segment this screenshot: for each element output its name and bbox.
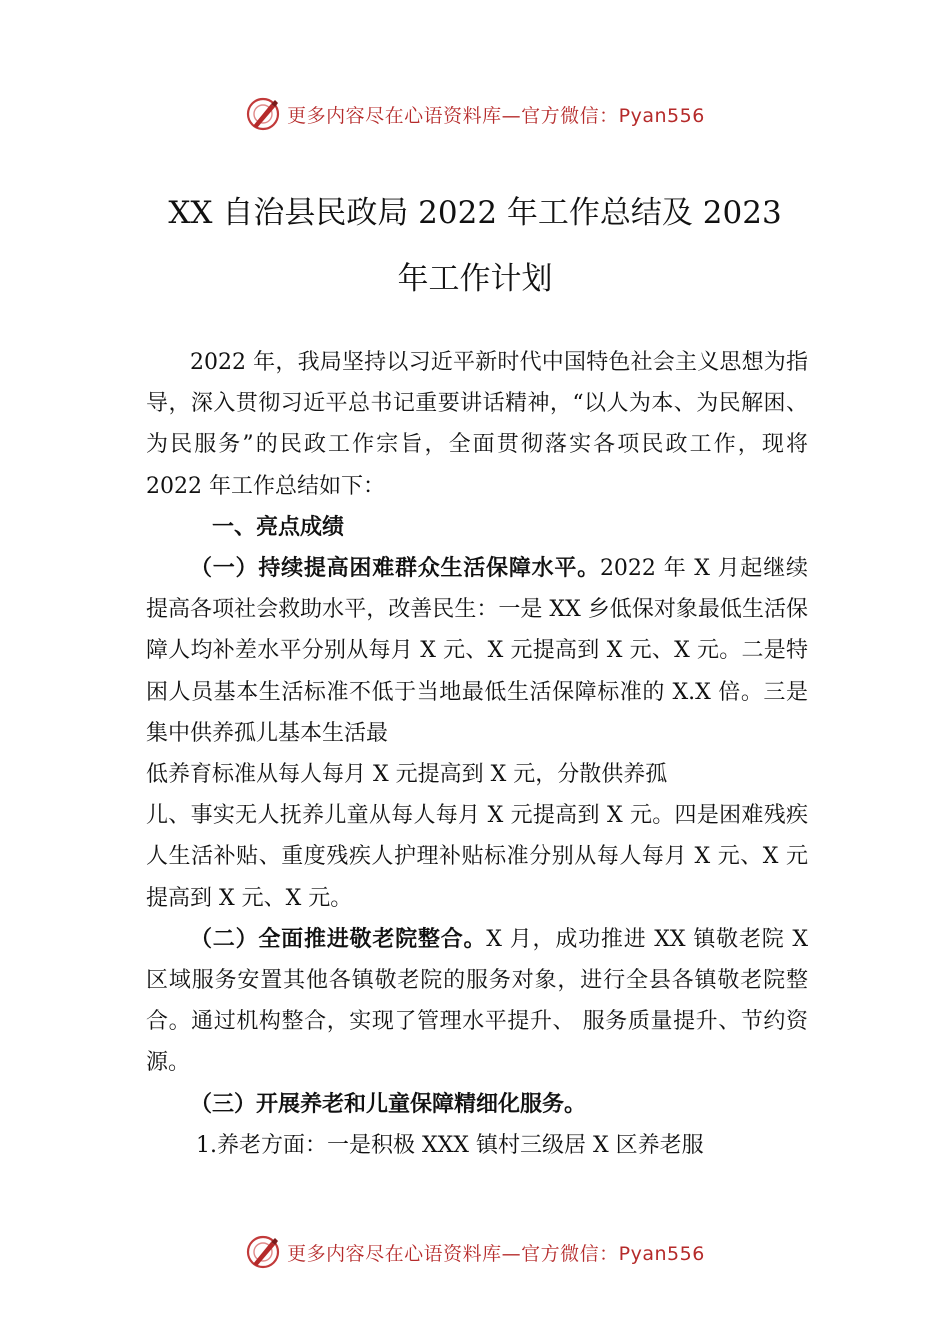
item-2-paragraph — [146, 919, 808, 1084]
item-2-heading: （二）全面推进敬老院整合。 — [190, 925, 487, 952]
header-banner — [0, 94, 950, 134]
item-2-text: X 月，成功推进 XX 镇敬老院 X 区域服务安置其他各镇敬老院的服务对象，进行全县各镇敬老院整合。通过机构整合，实现了管理水平提升、 服务质量提升、节约资源。 — [146, 926, 808, 1076]
pen-circle-logo-icon — [245, 1234, 281, 1270]
section-heading: 一、亮点成绩 — [212, 514, 345, 540]
banner-text: 更多内容尽在心语资料库—官方微信：Pyan556 — [287, 104, 705, 127]
footer-banner — [0, 1232, 950, 1272]
item-1-text: 2022 年 X 月起继续提高各项社会救助水平，改善民生：一是 XX 乡低保对象最低生活保障人均补差水平分别从每月 X 元、X 元提高到 X 元、X 元。二是特困人员基本生活标准不低于当地最低生活保障标准的 X.X 倍。三是集中供养孤儿基本生活最 — [146, 556, 808, 746]
item-1-heading: （一）持续提高困难群众生活保障水平。 — [190, 555, 600, 582]
banner-text: 更多内容尽在心语资料库—官方微信：Pyan556 — [287, 1242, 705, 1265]
document-body — [146, 342, 808, 1166]
title-line-2: 年工作计划 — [397, 261, 553, 297]
item-3-sub-1: 1.养老方面：一是积极 XXX 镇村三级居 X 区养老服 — [196, 1132, 704, 1158]
item-3-heading: （三）开展养老和儿童保障精细化服务。 — [190, 1090, 587, 1117]
pen-circle-logo-icon — [245, 96, 281, 132]
item-1-paragraph — [146, 548, 808, 754]
title-line-1: XX 自治县民政局 2022 年工作总结及 2023 — [168, 195, 782, 231]
document-title — [140, 180, 810, 312]
intro-paragraph: 2022 年，我局坚持以习近平新时代中国特色社会主义思想为指导，深入贯彻习近平总书记重要讲话精神，“以人为本、为民解困、为民服务”的民政工作宗旨，全面贯彻落实各项民政工作，现将 2022 年工作总结如下： — [146, 350, 808, 499]
item-1-continuation-2: 儿、事实无人抚养儿童从每人每月 X 元提高到 X 元。四是困难残疾人生活补贴、重度残疾人护理补贴标准分别从每人每月 X 元、X 元提高到 X 元、X 元。 — [146, 803, 808, 911]
item-1-continuation-1: 低养育标准从每人每月 X 元提高到 X 元，分散供养孤 — [146, 762, 668, 788]
